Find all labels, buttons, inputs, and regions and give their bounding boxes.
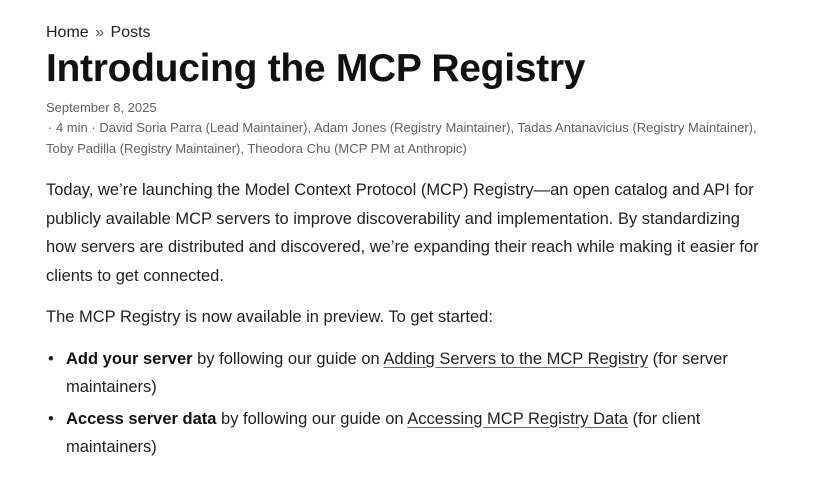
breadcrumb-separator: »: [95, 24, 105, 41]
bullet: •: [48, 409, 54, 428]
meta-dot: ·: [48, 120, 53, 135]
post-page: [46, 22, 806, 462]
bullet: •: [48, 349, 54, 368]
adding-servers-guide-link[interactable]: Adding Servers to the MCP Registry: [383, 349, 649, 368]
accessing-registry-data-guide-link[interactable]: Accessing MCP Registry Data: [407, 409, 628, 428]
post-meta: [46, 117, 766, 159]
preview-paragraph: The MCP Registry is now available in preview. To get started:: [46, 308, 493, 326]
reading-time: 4 min: [55, 120, 88, 135]
intro-paragraph: Today, we’re launching the Model Context Protocol (MCP) Registry—an open catalog and API for publicly available MCP servers to improve discoverability and implementation. By standardizing how servers are distributed and discovered, we’re expanding their reach while making it easier for clients to get connected.: [46, 181, 759, 285]
list-item-text: (for server maintainers): [66, 349, 728, 396]
list-item-text: (for client maintainers): [66, 409, 701, 456]
meta-separator: ·: [91, 120, 96, 135]
list-item-text: by following our guide on: [192, 349, 384, 368]
getting-started-list: [46, 345, 761, 462]
list-item: [46, 345, 766, 402]
post-content: [46, 176, 761, 462]
breadcrumb: [46, 22, 806, 44]
list-item: [46, 405, 766, 462]
page-title: Introducing the MCP Registry: [46, 47, 586, 90]
post-date: September 8, 2025: [46, 100, 157, 115]
post-authors: David Soria Parra (Lead Maintainer), Adam Jones (Registry Maintainer), Tadas Antanavicius (Registry Maintainer), Toby Padilla (Registry Maintainer), Theodora Chu (MCP PM at Anthropic): [46, 120, 757, 156]
breadcrumb-posts-link[interactable]: Posts: [110, 24, 151, 41]
list-item-bold: Access server data: [66, 409, 217, 428]
breadcrumb-home-link[interactable]: Home: [46, 24, 89, 41]
list-item-text: by following our guide on: [216, 409, 408, 428]
list-item-bold: Add your server: [66, 349, 193, 368]
